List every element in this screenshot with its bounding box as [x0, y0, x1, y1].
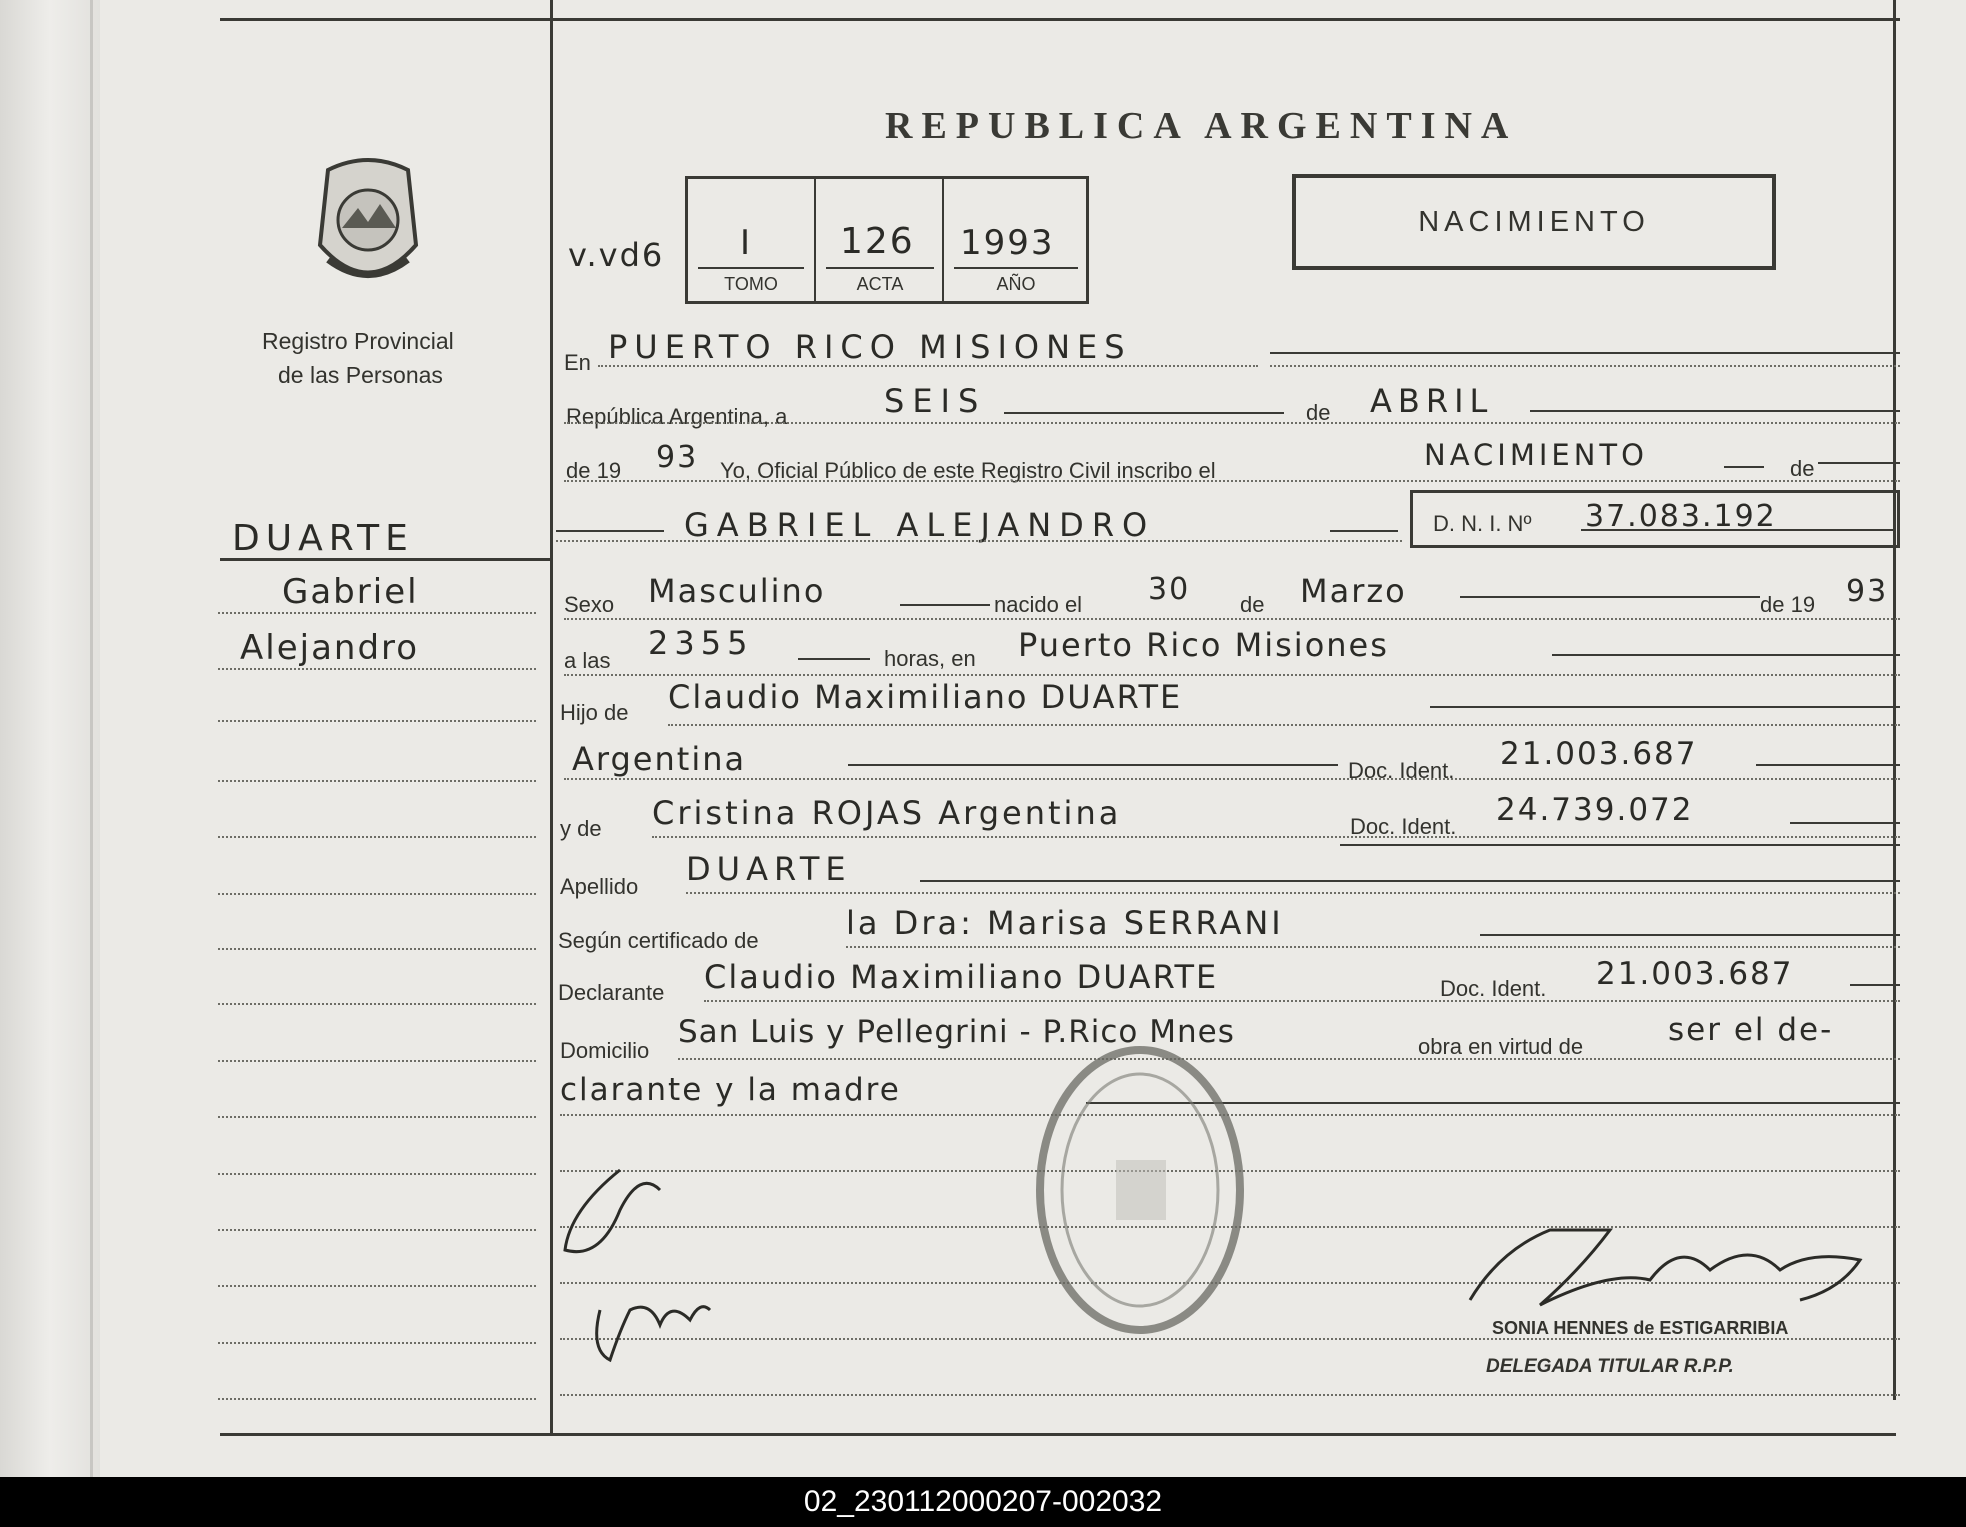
blank-line	[560, 1394, 1900, 1396]
birth-time: 2355	[648, 624, 754, 662]
mother-doc: 24.739.072	[1496, 792, 1694, 828]
margin-line	[218, 1398, 536, 1400]
month-line	[1530, 410, 1900, 412]
de-label: de	[1306, 400, 1331, 425]
place2-line	[1552, 654, 1900, 656]
obra-label: obra en virtud de	[1418, 1034, 1584, 1059]
margin-line	[218, 893, 536, 895]
margin-line	[218, 1173, 536, 1175]
tomo-value: I	[740, 223, 753, 263]
person-name: GABRIEL ALEJANDRO	[684, 506, 1156, 544]
top-rule	[220, 18, 1900, 21]
dni-label: D. N. I. Nº	[1433, 511, 1532, 536]
official-name: SONIA HENNES de ESTIGARRIBIA	[1492, 1318, 1789, 1338]
yde-dotted	[652, 836, 1900, 838]
day-words: SEIS	[884, 382, 987, 420]
registry-prefix: v.vd6	[568, 236, 665, 274]
de-line-2	[1818, 462, 1900, 464]
act-type-label: NACIMIENTO	[1418, 206, 1650, 238]
right-border	[1893, 0, 1896, 1400]
provincial-seal-icon	[308, 150, 428, 300]
apellido-label: Apellido	[560, 874, 639, 899]
anio-value: 1993	[960, 223, 1055, 263]
file-id: 02_230112000207-002032	[803, 1485, 1163, 1518]
sexo-dotted	[564, 618, 1900, 620]
father-doc: 21.003.687	[1500, 736, 1698, 772]
scan-footer	[0, 1477, 1966, 1527]
father-line	[1430, 706, 1900, 708]
column-divider	[550, 0, 553, 1435]
month-words: ABRIL	[1370, 382, 1494, 420]
official-title: DELEGADA TITULAR R.P.P.	[1486, 1356, 1734, 1377]
dni-line	[1581, 529, 1893, 531]
statement-text: Yo, Oficial Público de este Registro Civil inscribo el	[720, 458, 1216, 483]
apellido-line	[920, 880, 1900, 882]
yde-line	[1340, 844, 1900, 846]
anio-underline	[954, 267, 1078, 269]
gutter-shadow	[90, 0, 93, 1477]
left-signature-icon	[560, 1150, 740, 1370]
country-title: REPUBLICA ARGENTINA	[885, 105, 1518, 147]
father-doc-line	[1756, 764, 1900, 766]
mother-name-nat: Cristina ROJAS Argentina	[652, 794, 1122, 832]
office-name-line2: de las Personas	[278, 362, 443, 388]
segun-label: Según certificado de	[558, 928, 759, 953]
dni-value: 37.083.192	[1585, 499, 1777, 534]
day-line	[1004, 412, 1284, 414]
margin-line	[218, 1003, 536, 1005]
margin-line	[218, 836, 536, 838]
en-line	[1270, 352, 1900, 354]
domicilio-value: San Luis y Pellegrini - P.Rico Mnes	[678, 1014, 1235, 1050]
de-label-3: de	[1240, 592, 1265, 617]
domicilio-label: Domicilio	[560, 1038, 650, 1063]
month2-line	[1460, 596, 1760, 598]
sexo-value: Masculino	[648, 572, 826, 610]
place-value: PUERTO RICO MISIONES	[608, 328, 1132, 366]
declarante-name: Claudio Maximiliano DUARTE	[704, 958, 1219, 996]
father-name: Claudio Maximiliano DUARTE	[668, 678, 1183, 716]
birth-month: Marzo	[1300, 572, 1407, 610]
bottom-rule	[220, 1433, 1896, 1436]
office-name-line1: Registro Provincial	[262, 328, 454, 354]
tomo-cell	[688, 179, 814, 301]
acta-cell	[814, 179, 944, 301]
acta-underline	[826, 267, 934, 269]
tomo-underline	[698, 267, 804, 269]
obra-value-1: ser el de-	[1668, 1012, 1834, 1048]
birth-year-suffix: 93	[1846, 574, 1889, 609]
declarante-doc-line	[1850, 984, 1900, 986]
apellido-value: DUARTE	[686, 850, 852, 888]
sexo-line	[900, 604, 990, 606]
doc-ident-label-2: Doc. Ident.	[1350, 814, 1457, 839]
official-signature-icon	[1460, 1210, 1880, 1320]
act-type-box	[1292, 174, 1776, 270]
margin-line	[218, 1285, 536, 1287]
segun-line	[1480, 934, 1900, 936]
domicilio-dotted	[678, 1058, 1900, 1060]
hijo-dotted	[668, 724, 1900, 726]
en-dotted-right	[1270, 365, 1900, 367]
alas-label: a las	[564, 648, 611, 673]
margin-line	[218, 720, 536, 722]
declarante-label: Declarante	[558, 980, 665, 1005]
official-stamp-icon	[1030, 1040, 1250, 1340]
birth-day: 30	[1148, 572, 1191, 607]
margin-line	[218, 948, 536, 950]
registry-number-box	[685, 176, 1089, 304]
margin-surname: DUARTE	[232, 518, 414, 559]
tomo-label: TOMO	[724, 274, 778, 294]
time-line	[798, 658, 870, 660]
event-value: NACIMIENTO	[1424, 438, 1648, 472]
father-nationality: Argentina	[572, 740, 747, 778]
declarante-dotted	[704, 1000, 1900, 1002]
doc-ident-label-3: Doc. Ident.	[1440, 976, 1547, 1001]
margin-line	[218, 1342, 536, 1344]
yde-label: y de	[560, 816, 602, 841]
obra-value-2: clarante y la madre	[560, 1072, 901, 1108]
apellido-dotted	[686, 892, 1900, 894]
year-suffix: 93	[656, 440, 699, 475]
sexo-label: Sexo	[564, 592, 615, 617]
declarante-doc: 21.003.687	[1596, 956, 1794, 992]
rep-dotted	[564, 422, 1900, 424]
margin-line	[218, 668, 536, 670]
book-gutter	[0, 0, 100, 1477]
margin-line	[218, 1229, 536, 1231]
certificate-by: la Dra: Marisa SERRANI	[846, 904, 1284, 942]
margin-line	[218, 612, 536, 614]
name-dotted	[556, 540, 1402, 542]
margin-line	[218, 1116, 536, 1118]
de-label-2: de	[1790, 456, 1815, 481]
margin-line	[218, 780, 536, 782]
anio-cell	[942, 179, 1088, 301]
event-line	[1724, 466, 1764, 468]
alas-dotted	[564, 674, 1900, 676]
name-lead-line	[556, 530, 664, 532]
en-label: En	[564, 350, 591, 375]
year-prefix: de 19	[566, 458, 622, 483]
birth-year-prefix: de 19	[1760, 592, 1816, 617]
birth-place: Puerto Rico Misiones	[1018, 626, 1389, 664]
nat-line	[848, 764, 1338, 766]
acta-value: 126	[840, 221, 915, 262]
margin-given-name-1: Gabriel	[282, 572, 419, 612]
nat-dotted	[564, 778, 1900, 780]
mother-doc-line	[1790, 822, 1900, 824]
name-trail-line	[1330, 530, 1398, 532]
segun-dotted	[846, 946, 1900, 948]
republic-label: República Argentina, a	[566, 404, 788, 429]
hijo-label: Hijo de	[560, 700, 629, 725]
margin-given-name-2: Alejandro	[240, 628, 420, 668]
year-dotted	[564, 480, 1900, 482]
margin-line	[218, 1060, 536, 1062]
doc-ident-label: Doc. Ident.	[1348, 758, 1455, 783]
acta-label: ACTA	[856, 274, 904, 294]
horas-label: horas, en	[884, 646, 976, 671]
dni-box	[1410, 490, 1900, 548]
anio-label: AÑO	[996, 274, 1036, 294]
en-dotted	[598, 365, 1258, 367]
nacido-label: nacido el	[994, 592, 1083, 617]
